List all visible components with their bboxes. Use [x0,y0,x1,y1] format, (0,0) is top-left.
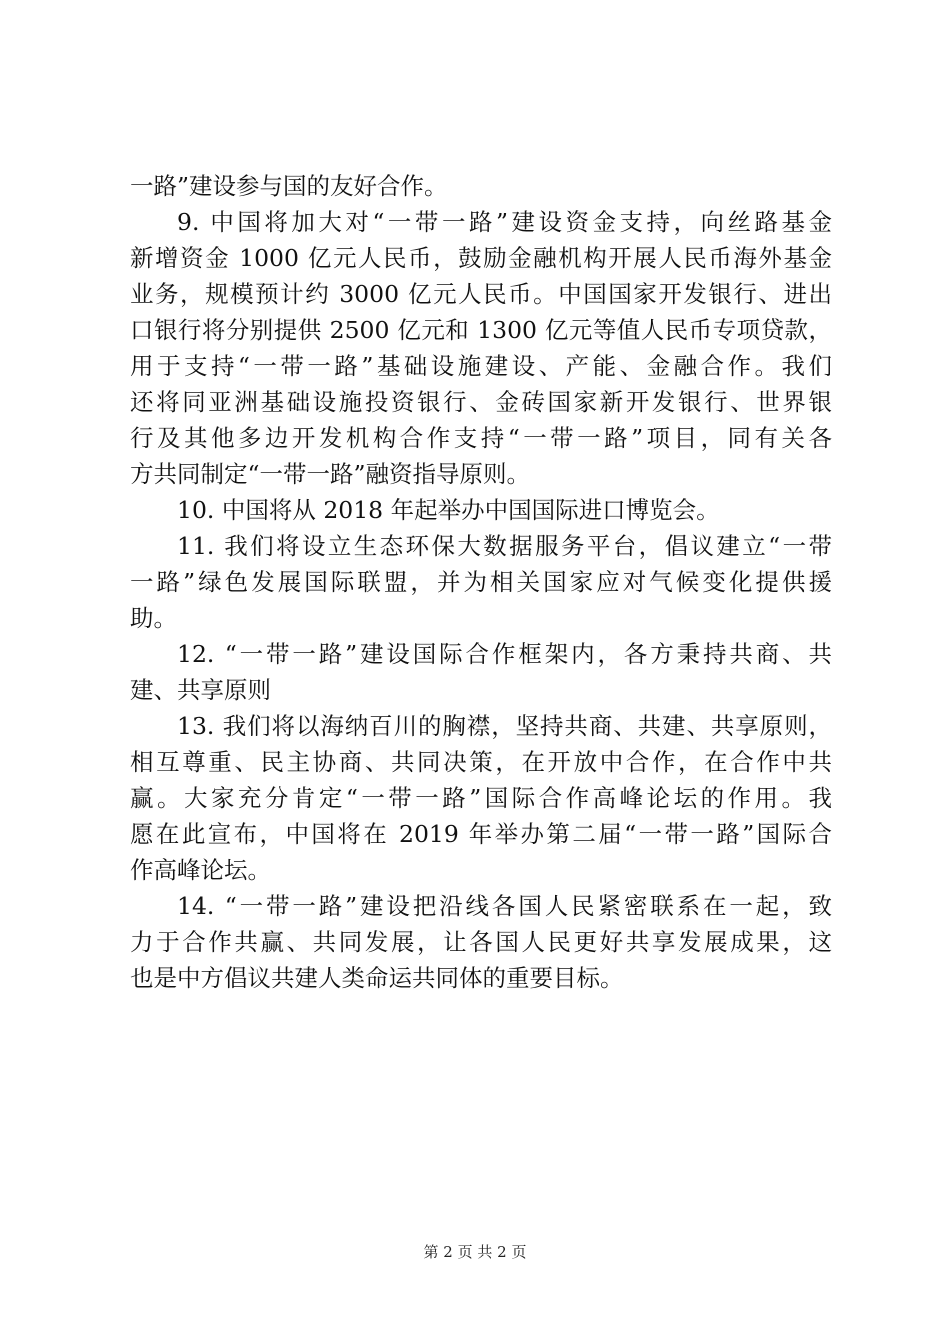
text-line: 一路”绿色发展国际联盟，并为相关国家应对气候变化提供援 [130,568,832,596]
text-line: 助。 [130,604,177,632]
text-line: 还将同亚洲基础设施投资银行、金砖国家新开发银行、世界银 [130,388,832,416]
text-line: 10. 中国将从 2018 年起举办中国国际进口博览会。 [177,496,720,524]
text-line: 新增资金 1000 亿元人民币，鼓励金融机构开展人民币海外基金 [130,244,832,272]
text-line: 赢。大家充分肯定“一带一路”国际合作高峰论坛的作用。我 [130,784,832,812]
text-line: 口银行将分别提供 2500 亿元和 1300 亿元等值人民币专项贷款， [130,316,832,344]
document-body [130,168,832,996]
text-line: 行及其他多边开发机构合作支持“一带一路”项目，同有关各 [130,424,832,452]
text-line: 相互尊重、民主协商、共同决策，在开放中合作，在合作中共 [130,748,832,776]
text-line: 12. “一带一路”建设国际合作框架内，各方秉持共商、共 [177,640,832,668]
text-line: 方共同制定“一带一路”融资指导原则。 [130,460,531,488]
text-line: 11. 我们将设立生态环保大数据服务平台，倡议建立“一带 [177,532,832,560]
text-line: 一路”建设参与国的友好合作。 [130,172,448,200]
text-line: 作高峰论坛。 [130,856,271,884]
text-line: 愿在此宣布，中国将在 2019 年举办第二届“一带一路”国际合 [130,820,832,848]
text-line: 用于支持“一带一路”基础设施建设、产能、金融合作。我们 [130,352,832,380]
text-line: 13. 我们将以海纳百川的胸襟，坚持共商、共建、共享原则， [177,712,832,740]
text-line: 业务，规模预计约 3000 亿元人民币。中国国家开发银行、进出 [130,280,832,308]
text-line: 14. “一带一路”建设把沿线各国人民紧密联系在一起，致 [177,892,832,920]
page-footer: 第 2 页 共 2 页 [423,1243,527,1261]
text-line: 也是中方倡议共建人类命运共同体的重要目标。 [130,964,624,992]
text-line: 力于合作共赢、共同发展，让各国人民更好共享发展成果，这 [130,928,832,956]
text-line: 9. 中国将加大对“一带一路”建设资金支持，向丝路基金 [177,208,832,236]
text-line: 建、共享原则 [130,676,271,704]
